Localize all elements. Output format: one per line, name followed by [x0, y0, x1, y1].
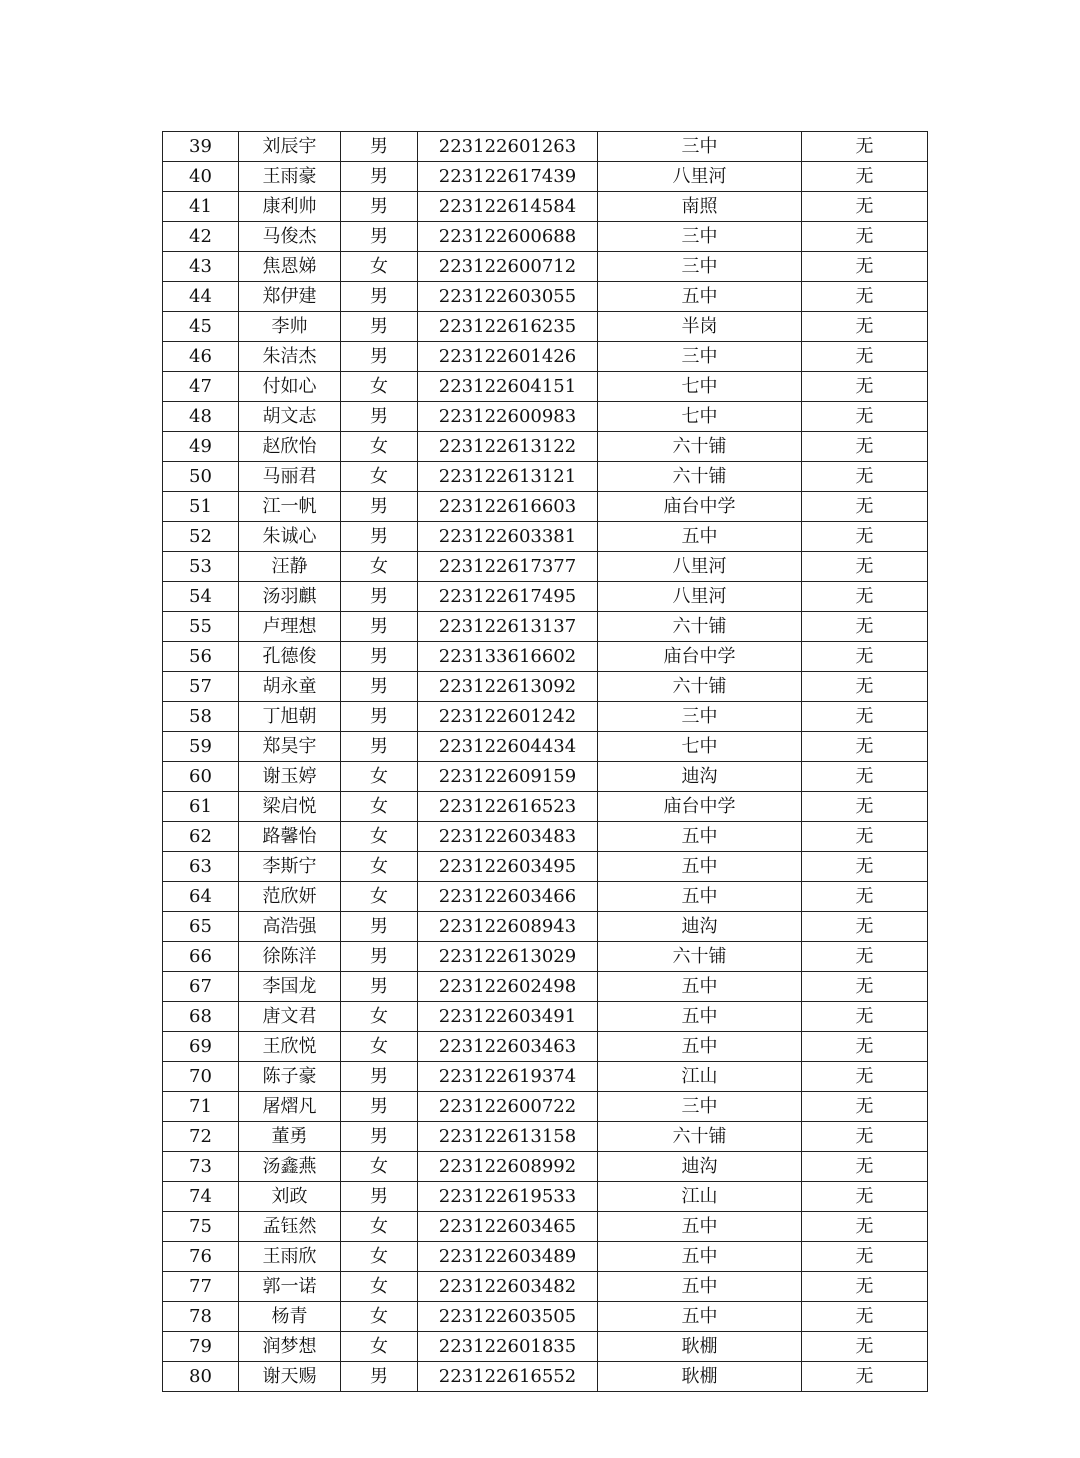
school-name: 六十铺 — [598, 462, 802, 492]
row-number: 61 — [163, 792, 239, 822]
table-row — [163, 552, 928, 582]
student-name: 李斯宁 — [239, 852, 341, 882]
table-row — [163, 942, 928, 972]
student-name: 朱洁杰 — [239, 342, 341, 372]
school-name: 迪沟 — [598, 1152, 802, 1182]
table-row — [163, 1302, 928, 1332]
school-name: 江山 — [598, 1182, 802, 1212]
student-gender: 男 — [341, 1092, 418, 1122]
note-cell: 无 — [802, 462, 928, 492]
note-cell: 无 — [802, 912, 928, 942]
note-cell: 无 — [802, 1242, 928, 1272]
school-name: 五中 — [598, 1272, 802, 1302]
student-id-number: 223122603465 — [418, 1212, 598, 1242]
student-name: 路馨怡 — [239, 822, 341, 852]
student-gender: 男 — [341, 342, 418, 372]
note-cell: 无 — [802, 522, 928, 552]
note-cell: 无 — [802, 1272, 928, 1302]
school-name: 三中 — [598, 252, 802, 282]
table-row — [163, 1362, 928, 1392]
student-id-number: 223122601426 — [418, 342, 598, 372]
note-cell: 无 — [802, 1092, 928, 1122]
student-gender: 女 — [341, 1302, 418, 1332]
student-id-number: 223122603381 — [418, 522, 598, 552]
note-cell: 无 — [802, 552, 928, 582]
table-row — [163, 522, 928, 552]
table-row — [163, 912, 928, 942]
student-roster-table — [162, 131, 928, 1392]
student-id-number: 223122600688 — [418, 222, 598, 252]
row-number: 51 — [163, 492, 239, 522]
row-number: 44 — [163, 282, 239, 312]
school-name: 五中 — [598, 852, 802, 882]
table-row — [163, 192, 928, 222]
student-gender: 女 — [341, 852, 418, 882]
table-row — [163, 972, 928, 1002]
student-name: 范欣妍 — [239, 882, 341, 912]
student-name: 郑昊宇 — [239, 732, 341, 762]
table-row — [163, 1242, 928, 1272]
table-row — [163, 1002, 928, 1032]
student-id-number: 223122601263 — [418, 132, 598, 162]
student-gender: 女 — [341, 822, 418, 852]
student-id-number: 223122602498 — [418, 972, 598, 1002]
school-name: 六十铺 — [598, 612, 802, 642]
note-cell: 无 — [802, 1302, 928, 1332]
note-cell: 无 — [802, 852, 928, 882]
student-id-number: 223122603482 — [418, 1272, 598, 1302]
student-id-number: 223122613029 — [418, 942, 598, 972]
student-id-number: 223122603491 — [418, 1002, 598, 1032]
student-id-number: 223122613092 — [418, 672, 598, 702]
row-number: 60 — [163, 762, 239, 792]
student-id-number: 223122616603 — [418, 492, 598, 522]
row-number: 48 — [163, 402, 239, 432]
student-name: 王雨豪 — [239, 162, 341, 192]
student-id-number: 223122613121 — [418, 462, 598, 492]
student-id-number: 223122617439 — [418, 162, 598, 192]
school-name: 六十铺 — [598, 1122, 802, 1152]
student-name: 汤羽麒 — [239, 582, 341, 612]
table-row — [163, 1092, 928, 1122]
table-row — [163, 1152, 928, 1182]
student-name: 付如心 — [239, 372, 341, 402]
school-name: 三中 — [598, 342, 802, 372]
school-name: 五中 — [598, 882, 802, 912]
student-gender: 女 — [341, 792, 418, 822]
school-name: 南照 — [598, 192, 802, 222]
student-name: 汪静 — [239, 552, 341, 582]
student-name: 李国龙 — [239, 972, 341, 1002]
row-number: 74 — [163, 1182, 239, 1212]
student-name: 胡永童 — [239, 672, 341, 702]
table-row — [163, 1032, 928, 1062]
note-cell: 无 — [802, 372, 928, 402]
student-id-number: 223122600712 — [418, 252, 598, 282]
table-row — [163, 462, 928, 492]
table-row — [163, 132, 928, 162]
row-number: 70 — [163, 1062, 239, 1092]
note-cell: 无 — [802, 882, 928, 912]
table-row — [163, 1182, 928, 1212]
note-cell: 无 — [802, 972, 928, 1002]
row-number: 46 — [163, 342, 239, 372]
table-row — [163, 612, 928, 642]
student-id-number: 223122616523 — [418, 792, 598, 822]
student-id-number: 223122603055 — [418, 282, 598, 312]
row-number: 80 — [163, 1362, 239, 1392]
student-id-number: 223122617377 — [418, 552, 598, 582]
school-name: 五中 — [598, 822, 802, 852]
student-gender: 女 — [341, 762, 418, 792]
note-cell: 无 — [802, 192, 928, 222]
student-gender: 男 — [341, 702, 418, 732]
student-gender: 男 — [341, 642, 418, 672]
school-name: 迪沟 — [598, 912, 802, 942]
school-name: 耿棚 — [598, 1332, 802, 1362]
row-number: 42 — [163, 222, 239, 252]
row-number: 49 — [163, 432, 239, 462]
note-cell: 无 — [802, 762, 928, 792]
table-row — [163, 1272, 928, 1302]
student-gender: 男 — [341, 222, 418, 252]
row-number: 72 — [163, 1122, 239, 1152]
note-cell: 无 — [802, 1212, 928, 1242]
note-cell: 无 — [802, 1002, 928, 1032]
row-number: 50 — [163, 462, 239, 492]
row-number: 56 — [163, 642, 239, 672]
note-cell: 无 — [802, 1182, 928, 1212]
student-name: 谢天赐 — [239, 1362, 341, 1392]
student-gender: 男 — [341, 1362, 418, 1392]
student-id-number: 223122613137 — [418, 612, 598, 642]
student-gender: 男 — [341, 672, 418, 702]
note-cell: 无 — [802, 1032, 928, 1062]
row-number: 52 — [163, 522, 239, 552]
student-id-number: 223122601242 — [418, 702, 598, 732]
note-cell: 无 — [802, 942, 928, 972]
student-id-number: 223122617495 — [418, 582, 598, 612]
student-gender: 女 — [341, 1272, 418, 1302]
student-id-number: 223122603489 — [418, 1242, 598, 1272]
school-name: 庙台中学 — [598, 642, 802, 672]
row-number: 45 — [163, 312, 239, 342]
student-gender: 男 — [341, 612, 418, 642]
school-name: 五中 — [598, 1032, 802, 1062]
table-row — [163, 282, 928, 312]
student-gender: 男 — [341, 522, 418, 552]
row-number: 64 — [163, 882, 239, 912]
table-row — [163, 732, 928, 762]
row-number: 73 — [163, 1152, 239, 1182]
student-id-number: 223122614584 — [418, 192, 598, 222]
student-gender: 女 — [341, 1002, 418, 1032]
student-name: 梁启悦 — [239, 792, 341, 822]
student-gender: 女 — [341, 882, 418, 912]
student-gender: 男 — [341, 312, 418, 342]
school-name: 庙台中学 — [598, 792, 802, 822]
roster-body — [163, 132, 928, 1392]
student-id-number: 223133616602 — [418, 642, 598, 672]
student-name: 李帅 — [239, 312, 341, 342]
note-cell: 无 — [802, 342, 928, 372]
student-id-number: 223122603505 — [418, 1302, 598, 1332]
row-number: 62 — [163, 822, 239, 852]
student-name: 刘辰宇 — [239, 132, 341, 162]
student-name: 康利帅 — [239, 192, 341, 222]
school-name: 八里河 — [598, 582, 802, 612]
student-id-number: 223122603483 — [418, 822, 598, 852]
note-cell: 无 — [802, 312, 928, 342]
row-number: 40 — [163, 162, 239, 192]
student-name: 卢理想 — [239, 612, 341, 642]
table-row — [163, 642, 928, 672]
table-row — [163, 342, 928, 372]
school-name: 五中 — [598, 972, 802, 1002]
student-name: 谢玉婷 — [239, 762, 341, 792]
student-name: 朱诚心 — [239, 522, 341, 552]
student-name: 润梦想 — [239, 1332, 341, 1362]
student-id-number: 223122619533 — [418, 1182, 598, 1212]
table-row — [163, 1062, 928, 1092]
note-cell: 无 — [802, 1152, 928, 1182]
school-name: 三中 — [598, 132, 802, 162]
student-gender: 男 — [341, 1062, 418, 1092]
note-cell: 无 — [802, 642, 928, 672]
student-id-number: 223122603466 — [418, 882, 598, 912]
student-name: 陈子豪 — [239, 1062, 341, 1092]
student-name: 高浩强 — [239, 912, 341, 942]
row-number: 66 — [163, 942, 239, 972]
row-number: 78 — [163, 1302, 239, 1332]
student-id-number: 223122608992 — [418, 1152, 598, 1182]
student-name: 王雨欣 — [239, 1242, 341, 1272]
student-id-number: 223122604434 — [418, 732, 598, 762]
student-id-number: 223122601835 — [418, 1332, 598, 1362]
student-id-number: 223122603463 — [418, 1032, 598, 1062]
school-name: 三中 — [598, 1092, 802, 1122]
row-number: 67 — [163, 972, 239, 1002]
student-gender: 女 — [341, 372, 418, 402]
table-row — [163, 1332, 928, 1362]
row-number: 71 — [163, 1092, 239, 1122]
student-gender: 女 — [341, 1152, 418, 1182]
student-name: 徐陈洋 — [239, 942, 341, 972]
student-name: 赵欣怡 — [239, 432, 341, 462]
school-name: 五中 — [598, 282, 802, 312]
student-id-number: 223122600722 — [418, 1092, 598, 1122]
student-name: 孔德俊 — [239, 642, 341, 672]
row-number: 57 — [163, 672, 239, 702]
student-name: 郑伊建 — [239, 282, 341, 312]
table-row — [163, 672, 928, 702]
student-gender: 男 — [341, 972, 418, 1002]
school-name: 七中 — [598, 372, 802, 402]
note-cell: 无 — [802, 1332, 928, 1362]
student-id-number: 223122608943 — [418, 912, 598, 942]
table-row — [163, 432, 928, 462]
student-name: 屠熠凡 — [239, 1092, 341, 1122]
note-cell: 无 — [802, 822, 928, 852]
table-row — [163, 1122, 928, 1152]
row-number: 79 — [163, 1332, 239, 1362]
student-gender: 男 — [341, 942, 418, 972]
row-number: 63 — [163, 852, 239, 882]
note-cell: 无 — [802, 672, 928, 702]
student-id-number: 223122609159 — [418, 762, 598, 792]
student-name: 马丽君 — [239, 462, 341, 492]
student-gender: 男 — [341, 132, 418, 162]
student-gender: 女 — [341, 552, 418, 582]
table-row — [163, 1212, 928, 1242]
note-cell: 无 — [802, 1362, 928, 1392]
student-name: 王欣悦 — [239, 1032, 341, 1062]
school-name: 江山 — [598, 1062, 802, 1092]
table-row — [163, 372, 928, 402]
table-row — [163, 402, 928, 432]
student-name: 杨青 — [239, 1302, 341, 1332]
school-name: 五中 — [598, 1242, 802, 1272]
student-id-number: 223122616235 — [418, 312, 598, 342]
table-row — [163, 762, 928, 792]
note-cell: 无 — [802, 612, 928, 642]
row-number: 55 — [163, 612, 239, 642]
school-name: 八里河 — [598, 552, 802, 582]
row-number: 68 — [163, 1002, 239, 1032]
student-gender: 男 — [341, 282, 418, 312]
note-cell: 无 — [802, 492, 928, 522]
student-id-number: 223122616552 — [418, 1362, 598, 1392]
row-number: 39 — [163, 132, 239, 162]
school-name: 半岗 — [598, 312, 802, 342]
student-gender: 女 — [341, 432, 418, 462]
note-cell: 无 — [802, 1122, 928, 1152]
student-name: 刘政 — [239, 1182, 341, 1212]
student-name: 胡文志 — [239, 402, 341, 432]
table-row — [163, 252, 928, 282]
school-name: 八里河 — [598, 162, 802, 192]
row-number: 58 — [163, 702, 239, 732]
student-id-number: 223122604151 — [418, 372, 598, 402]
table-row — [163, 162, 928, 192]
table-row — [163, 702, 928, 732]
school-name: 七中 — [598, 402, 802, 432]
note-cell: 无 — [802, 282, 928, 312]
student-id-number: 223122613158 — [418, 1122, 598, 1152]
note-cell: 无 — [802, 222, 928, 252]
student-gender: 女 — [341, 252, 418, 282]
table-row — [163, 492, 928, 522]
student-id-number: 223122613122 — [418, 432, 598, 462]
student-gender: 男 — [341, 912, 418, 942]
school-name: 五中 — [598, 1002, 802, 1032]
student-gender: 男 — [341, 1122, 418, 1152]
note-cell: 无 — [802, 732, 928, 762]
student-name: 焦恩娣 — [239, 252, 341, 282]
student-name: 汤鑫燕 — [239, 1152, 341, 1182]
student-gender: 男 — [341, 192, 418, 222]
note-cell: 无 — [802, 132, 928, 162]
student-gender: 男 — [341, 1182, 418, 1212]
student-name: 江一帆 — [239, 492, 341, 522]
note-cell: 无 — [802, 1062, 928, 1092]
note-cell: 无 — [802, 792, 928, 822]
row-number: 54 — [163, 582, 239, 612]
school-name: 七中 — [598, 732, 802, 762]
row-number: 59 — [163, 732, 239, 762]
student-gender: 男 — [341, 402, 418, 432]
note-cell: 无 — [802, 162, 928, 192]
row-number: 69 — [163, 1032, 239, 1062]
student-gender: 女 — [341, 462, 418, 492]
student-name: 唐文君 — [239, 1002, 341, 1032]
note-cell: 无 — [802, 252, 928, 282]
student-id-number: 223122619374 — [418, 1062, 598, 1092]
row-number: 75 — [163, 1212, 239, 1242]
student-name: 郭一诺 — [239, 1272, 341, 1302]
student-gender: 女 — [341, 1032, 418, 1062]
row-number: 47 — [163, 372, 239, 402]
table-row — [163, 792, 928, 822]
school-name: 六十铺 — [598, 432, 802, 462]
school-name: 迪沟 — [598, 762, 802, 792]
note-cell: 无 — [802, 432, 928, 462]
school-name: 五中 — [598, 522, 802, 552]
school-name: 五中 — [598, 1212, 802, 1242]
row-number: 65 — [163, 912, 239, 942]
table-row — [163, 822, 928, 852]
student-gender: 女 — [341, 1332, 418, 1362]
table-row — [163, 882, 928, 912]
student-gender: 男 — [341, 162, 418, 192]
student-gender: 男 — [341, 582, 418, 612]
student-id-number: 223122603495 — [418, 852, 598, 882]
table-row — [163, 852, 928, 882]
row-number: 43 — [163, 252, 239, 282]
note-cell: 无 — [802, 702, 928, 732]
table-row — [163, 222, 928, 252]
school-name: 五中 — [598, 1302, 802, 1332]
student-name: 孟钰然 — [239, 1212, 341, 1242]
table-row — [163, 582, 928, 612]
school-name: 三中 — [598, 702, 802, 732]
row-number: 53 — [163, 552, 239, 582]
note-cell: 无 — [802, 582, 928, 612]
student-gender: 男 — [341, 732, 418, 762]
row-number: 77 — [163, 1272, 239, 1302]
school-name: 庙台中学 — [598, 492, 802, 522]
table-row — [163, 312, 928, 342]
school-name: 三中 — [598, 222, 802, 252]
student-id-number: 223122600983 — [418, 402, 598, 432]
student-gender: 男 — [341, 492, 418, 522]
note-cell: 无 — [802, 402, 928, 432]
student-gender: 女 — [341, 1212, 418, 1242]
student-name: 丁旭朝 — [239, 702, 341, 732]
school-name: 六十铺 — [598, 942, 802, 972]
student-gender: 女 — [341, 1242, 418, 1272]
student-name: 马俊杰 — [239, 222, 341, 252]
row-number: 41 — [163, 192, 239, 222]
row-number: 76 — [163, 1242, 239, 1272]
student-name: 董勇 — [239, 1122, 341, 1152]
school-name: 耿棚 — [598, 1362, 802, 1392]
school-name: 六十铺 — [598, 672, 802, 702]
